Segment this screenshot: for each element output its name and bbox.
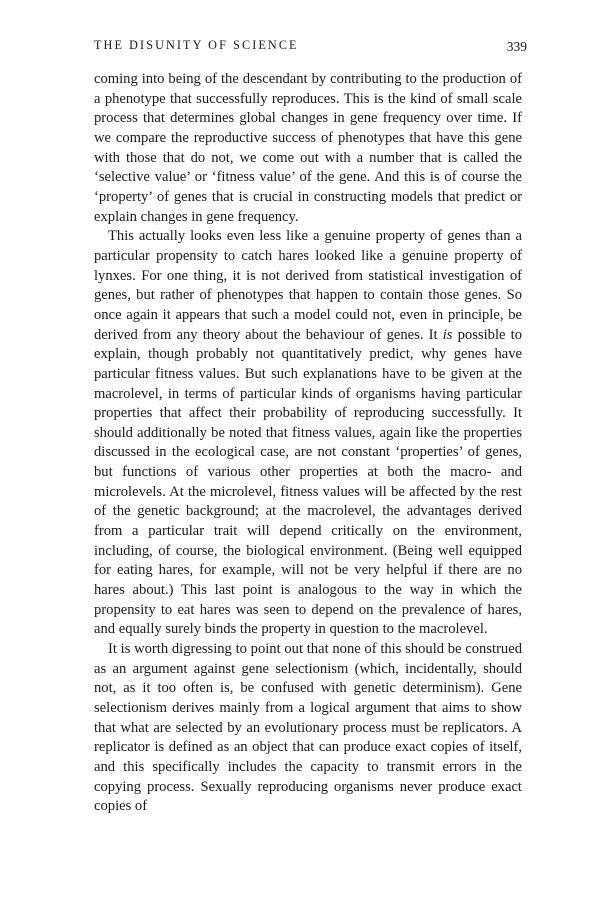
paragraph-2-text-end: possible to explain, though probably not quantitatively predict, why genes have particular fitness values. But such explanations have to be given at the macrolevel, in terms of particular kinds of organisms having particular properties that affect their probability of reproducing successfully. It should additionally be noted that fitness values, again like the properties discussed in the ecological case, are not constant ‘properties’ of genes, but functions of various other properties at both the macro- and microlevels. At the microlevel, fitness values will be affected by the rest of the genetic background; at the macrolevel, the advantages derived from a particular trait will depend critically on the environment, including, of course, the biological environment. (Being well equipped for eating hares, for example, will not be very helpful if there are no hares about.) This last point is analogous to the way in which the propensity to eat hares was seen to depend on the prevalence of hares, and equally surely binds the property in question to the macrolevel. xyxy=(94,326,522,638)
emphasis-is: is xyxy=(442,326,453,343)
running-head xyxy=(94,38,527,58)
paragraph-2-text-start: This actually looks even less like a genuine property of genes than a particular propensity to catch hares looked like a genuine property of lynxes. For one thing, it is not derived from statistical investigation of genes, but rather of phenotypes that happen to contain those genes. So once again it appears that such a model could not, even in principle, be derived from any theory about the behaviour of genes. It xyxy=(94,228,522,343)
paragraph-1 xyxy=(94,70,522,227)
paragraph-3-text: It is worth digressing to point out that none of this should be construed as an argument against gene selectionism (which, incidentally, should not, as it too often is, be confused with genetic determinism). Gene selectionism derives mainly from a logical argument that aims to show that what are selected by an evolutionary process must be replicators. A replicator is defined as an object that can produce exact copies of itself, and this specifically includes the capacity to transmit errors in the copying process. Sexually reproducing organisms never produce exact copies of xyxy=(94,641,522,815)
paragraph-2 xyxy=(94,227,522,640)
body-text xyxy=(94,70,522,817)
page-number: 339 xyxy=(506,39,527,54)
paragraph-1-text: coming into being of the descendant by contributing to the production of a phenotype that successfully reproduces. This is the kind of small scale process that determines global changes in gene frequency over time. If we compare the reproductive success of phenotypes that have this gene with those that do not, we come out with a number that is called the ‘selective value’ or ‘fitness value’ of the gene. And this is of course the ‘property’ of genes that is crucial in constructing models that predict or explain changes in gene frequency. xyxy=(94,71,522,225)
running-title: THE DISUNITY OF SCIENCE xyxy=(94,38,299,52)
paragraph-3 xyxy=(94,640,522,817)
